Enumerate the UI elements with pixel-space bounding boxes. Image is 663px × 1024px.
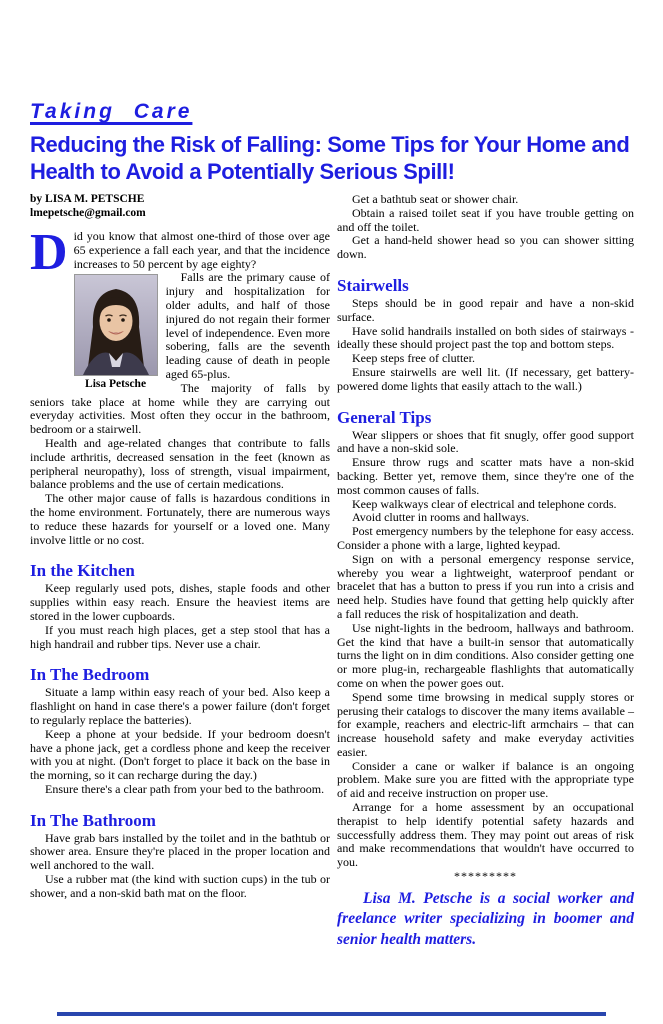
article-paragraph: The majority of falls by seniors take place at home while they are carrying out everyday activities. Most often they occur in the bathroom, bedroom or a stairwell. (30, 380, 330, 437)
section-heading: In the Kitchen (30, 561, 135, 581)
right-column (337, 193, 634, 950)
byline: by LISA M. PETSCHE (30, 193, 145, 205)
byline-block (30, 193, 330, 220)
article-paragraph: Obtain a raised toilet seat if you have trouble getting on and off the toilet. (337, 205, 634, 234)
byline-email: lmepetsche@gmail.com (30, 206, 146, 219)
author-photo-figure (74, 274, 158, 391)
column-kicker: Taking Care (30, 100, 193, 123)
article-paragraph: Have grab bars installed by the toilet and in the bathtub or shower area. Ensure they're placed in the proper location and well anchored to the wall. (30, 830, 330, 873)
author-bio: Lisa M. Petsche is a social worker and freelance writer specializing in boomer and senior health matters. (337, 889, 634, 948)
section-heading: In The Bedroom (30, 665, 150, 685)
portrait-photo (74, 274, 158, 376)
article-paragraph: Keep a phone at your bedside. If your bedroom doesn't have a phone jack, get a cordless phone and keep the receiver with you at night. (Don't forget to place it back on the base in the morning, so it can recharge during the day.) (30, 726, 330, 783)
article-paragraph: Keep walkways clear of electrical and telephone cords. (352, 496, 617, 511)
photo-caption: Lisa Petsche (85, 378, 147, 391)
lead-paragraph: Did you know that almost one-third of those over age 65 experience a fall each year, and that the incidence increases to 50 percent by age eighty? (30, 224, 330, 281)
footer-rule (57, 1012, 606, 1016)
article-paragraph: Get a hand-held shower head so you can shower sitting down. (337, 233, 634, 262)
article-paragraph: Ensure throw rugs and scatter mats have a non-skid backing. Better yet, remove them, since they're one of the most common causes of falls. (337, 455, 634, 497)
article-paragraph: Steps should be in good repair and have a non-skid surface. (337, 295, 634, 324)
article-paragraph: Ensure there's a clear path from your bed to the bathroom. (45, 781, 325, 796)
article-paragraph: Ensure stairwells are well lit. (If necessary, get battery-powered dome lights that easily attach to the wall.) (337, 364, 634, 393)
article-paragraph: If you must reach high places, get a step stool that has a high handrail and rubber tips. Never use a chair. (30, 622, 330, 651)
left-column (30, 193, 330, 950)
article-paragraph: Post emergency numbers by the telephone for easy access. Consider a phone with a large, lighted keypad. (337, 524, 634, 552)
article-paragraph: Keep steps free of clutter. (352, 351, 475, 366)
drop-cap: D (30, 224, 68, 281)
article-paragraph: Arrange for a home assessment by an occupational therapist to help identify potential safety hazards and successfully address them. They may point out areas of risk and make recommendations that wouldn't have occurred to you. (337, 800, 634, 870)
article-title: Reducing the Risk of Falling: Some Tips for Your Home and Health to Avoid a Potentially Serious Spill! (30, 132, 630, 184)
article-paragraph: Health and age-related changes that contribute to falls include arthritis, decreased sensation in the feet (known as peripheral neuropathy), loss of strength, visual impairment, balance problems and the use of certain medications. (30, 435, 330, 492)
article-paragraph: Falls are the primary cause of injury and hospitalization for older adults, and half of those injured do not regain their former level of independence. Even more sobering, falls are the seventh leading cause of death in people aged 65-plus. (165, 270, 330, 381)
article-paragraph: Situate a lamp within easy reach of your bed. Also keep a flashlight on hand in case there's a power failure (don't forget to regularly replace the batteries). (30, 685, 330, 727)
article-paragraph: Have solid handrails installed on both sides of stairways - ideally these should project past the top and bottom steps. (337, 323, 634, 352)
section-heading: In The Bathroom (30, 810, 156, 830)
article-paragraph: Wear slippers or shoes that fit snugly, offer good support and have a non-skid sole. (337, 427, 634, 456)
article-paragraph: Use a rubber mat (the kind with suction cups) in the tub or shower, and a non-skid bath mat on the floor. (30, 872, 330, 900)
article-paragraph: Spend some time browsing in medical supply stores or perusing their catalogs to discover the many items available – for example, reachers and electric-lift armchairs – that can increase household safety and make everyday activities easier. (337, 689, 634, 759)
article-paragraph: Avoid clutter in rooms and hallways. (352, 510, 530, 525)
article-paragraph: The other major cause of falls is hazardous conditions in the home environment. Fortunately, there are numerous ways to reduce these hazards for yourself or a loved one. Many involve little or no cost. (30, 491, 330, 547)
article-paragraph: Consider a cane or walker if balance is an ongoing problem. Make sure you are fitted with the appropriate type of aid and receive instruction on proper use. (337, 758, 634, 801)
article-paragraph: Keep regularly used pots, dishes, staple foods and other supplies within easy reach. Ensure the heaviest items are stored in the lower cupboards. (30, 581, 330, 623)
asterisk-separator: ********* (454, 869, 517, 884)
article-paragraph: Get a bathtub seat or shower chair. (352, 192, 519, 206)
article-paragraph: Sign on with a personal emergency response service, whereby you wear a lightweight, waterproof pendant or bracelet that has a button to press if you run into a crisis and need help. Studies have found that getting help quickly after a fall reduces the risk of hospitalization and death. (337, 551, 634, 621)
article-paragraph: Use night-lights in the bedroom, hallways and bathroom. Get the kind that have a built-in sensor that automatically turns the light on in dim conditions. Also consider getting one or more plug-in, rechargeable flashlights that automatically come on when the power goes out. (337, 620, 634, 690)
section-heading: General Tips (337, 407, 432, 427)
section-heading: Stairwells (337, 275, 409, 295)
article-columns (30, 193, 634, 950)
